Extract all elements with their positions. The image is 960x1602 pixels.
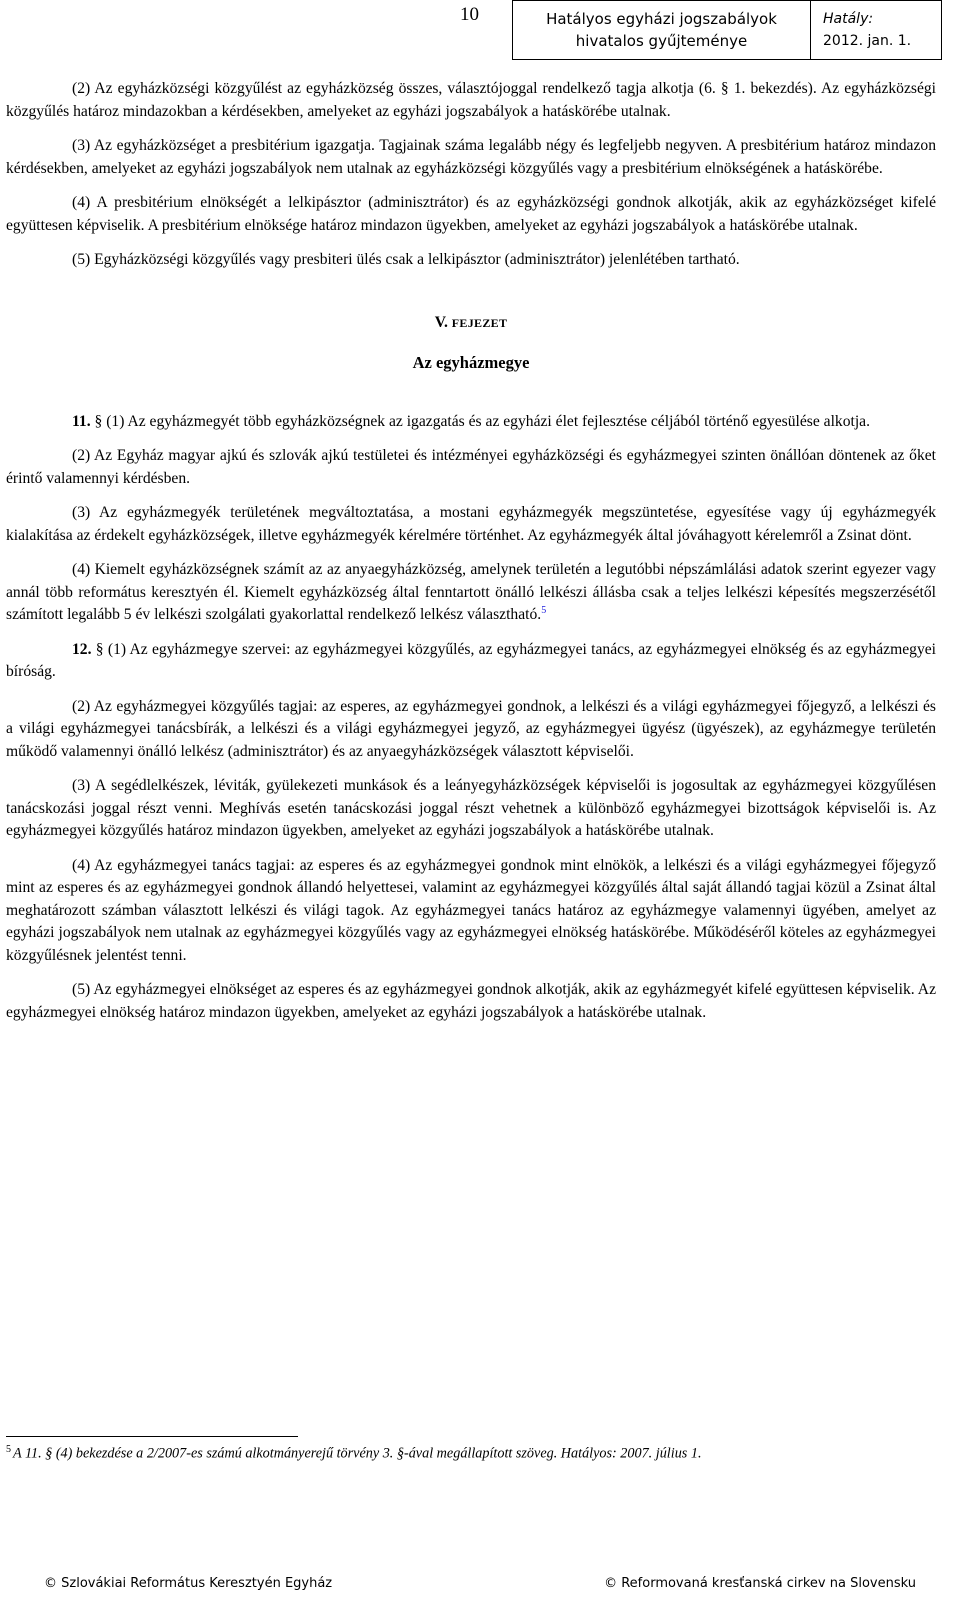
footnote-number: 5 bbox=[6, 1444, 11, 1455]
chapter-heading bbox=[6, 312, 936, 335]
paragraph: (2) Az egyházközségi közgyűlést az egyházközség összes, választójoggal rendelkező tagja alkotja (6. § 1. bekezdés). Az egyházközségi közgyűlés határoz mindazokban a kérdésekben, amelyeket az egyházi jogszabályok a hatáskörébe utalnak. bbox=[6, 80, 936, 120]
section-number: 11. bbox=[72, 412, 91, 430]
section-text: § (1) Az egyházmegyét több egyházközségnek az igazgatás és az egyházi élet fejlesztése céljából történő egyesülése alkotja. bbox=[94, 412, 870, 430]
page-number: 10 bbox=[460, 4, 479, 25]
paragraph bbox=[6, 559, 936, 627]
chapter-title: Az egyházmegye bbox=[412, 353, 530, 372]
footer-right: © Reformovaná kresťanská cirkev na Slovensku bbox=[604, 1576, 916, 1591]
header-title-line2: hivatalos gyűjteménye bbox=[575, 32, 748, 50]
paragraph: (3) A segédlelkészek, léviták, gyülekezeti munkások és a leányegyházközségek képviselői is jogosultak az egyházmegyei közgyűlésen tanácskozási joggal részt venni. Meghívás esetén tanácskozási joggal részt vehetnek a különböző egyházmegyei bizottságok képviselői is. Az egyházmegyei közgyűlés határoz mindazon ügyekben, amelyeket az egyházi jogszabályok a hatáskörébe utalnak. bbox=[6, 777, 936, 839]
running-header bbox=[512, 0, 942, 60]
footnote-text: A 11. § (4) bekezdése a 2/2007-es számú alkotmányerejű törvény 3. §-ával megállapított szöveg. Hatályos: 2007. július 1. bbox=[13, 1445, 702, 1462]
body-text bbox=[6, 78, 936, 1036]
footnote bbox=[6, 1444, 702, 1463]
footnote-divider bbox=[6, 1436, 298, 1437]
header-title-line1: Hatályos egyházi jogszabályok bbox=[546, 10, 777, 28]
paragraph: (5) Egyházközségi közgyűlés vagy presbiteri ülés csak a lelkipásztor (adminisztrátor) jelenlétében tartható. bbox=[72, 251, 740, 268]
chapter-word: FEJEZET bbox=[451, 315, 508, 330]
paragraph: (2) Az egyházmegyei közgyűlés tagjai: az esperes, az egyházmegyei gondnok, a lelkészi és a világi egyházmegyei főjegyző, a lelkészi és a világi egyházmegyei tanácsbírák, a lelkészi és a világi egyházmegyei jegyző, az egyházmegyei ügyész (ügyészek), az egyházmegye területén működő valamennyi önálló lelkész (adminisztrátor) és az anyaegyházközségek választott képviselői. bbox=[6, 697, 936, 760]
section-text: § (1) Az egyházmegye szervei: az egyházmegyei közgyűlés, az egyházmegyei tanács, az egyházmegyei elnökség és az egyházmegyei bíróság. bbox=[6, 640, 936, 680]
section-number: 12. bbox=[72, 640, 92, 658]
paragraph: (4) Az egyházmegyei tanács tagjai: az esperes és az egyházmegyei gondnok mint elnökök, a lelkészi és a világi egyházmegyei főjegyző mint az esperes és az egyházmegyei gondnok állandó helyettesei, valamint az egyházmegyei közgyűlés által saját állandó tagjai közül a Zsinat által meghatározott számban választott lelkészi és világi tagok. Az egyházmegyei tanács határoz az egyházmegye valamennyi ügyében, amelyet az egyházi jogszabályok nem utalnak az egyházmegyei közgyűlés vagy az egyházmegyei elnökség hatáskörébe. Működéséről köteles az egyházmegyei közgyűlésnek jelentést tenni. bbox=[6, 856, 936, 964]
paragraph: (5) Az egyházmegyei elnökséget az esperes és az egyházmegyei gondnok alkotják, akik az egyházmegyét kifelé együttesen képviselik. Az egyházmegyei elnökség határoz mindazon ügyekben, amelyeket az egyházi jogszabályok a hatáskörébe utalnak. bbox=[6, 981, 936, 1021]
effective-date: 2012. jan. 1. bbox=[823, 33, 912, 49]
section-paragraph bbox=[6, 639, 936, 684]
effective-label: Hatály: bbox=[823, 11, 874, 27]
footnote-reference[interactable]: 5 bbox=[541, 604, 547, 616]
paragraph: (3) Az egyházközséget a presbitérium igazgatja. Tagjainak száma legalább négy és legfeljebb negyven. A presbitérium határoz mindazon kérdésekben, amelyeket az egyházi jogszabályok nem utalnak az egyházközségi közgyűlés vagy a presbitérium elnökségének a hatáskörébe. bbox=[6, 137, 936, 177]
section-paragraph bbox=[6, 411, 936, 434]
paragraph: (2) Az Egyház magyar ajkú és szlovák ajkú testületei és intézményei egyházközségi és egyházmegyei szinten önállóan döntenek az őket érintő valamennyi kérdésben. bbox=[6, 447, 936, 487]
paragraph: (3) Az egyházmegyék területének megváltoztatása, a mostani egyházmegyék megszüntetése, egyesítése vagy új egyházmegyék kialakítása az érdekelt egyházközségek, illetve egyházmegyék kérelmére történhet. Az egyházmegyék által jóváhagyott kérelemről a Zsinat dönt. bbox=[6, 504, 936, 544]
paragraph: (4) A presbitérium elnökségét a lelkipásztor (adminisztrátor) és az egyházközségi gondnok alkotják, akik az egyházközséget kifelé együttesen képviselik. A presbitérium elnöksége határoz mindazon ügyekben, amelyeket az egyházi jogszabályok a hatáskörébe utalnak. bbox=[6, 194, 936, 234]
chapter-number: V. bbox=[434, 313, 448, 331]
header-title bbox=[513, 1, 811, 59]
paragraph-text: (4) Kiemelt egyházközségnek számít az az anyaegyházközség, amelynek területén a legutóbbi népszámlálási adatok szerint egyezer vagy annál több református keresztyén él. Kiemelt egyházközség által fenntartott önálló lelkészi állásba csak a teljes lelkészi képesítés megszerzésétől számított legalább 5 év lelkészi szolgálati gyakorlattal rendelkező lelkész választható. bbox=[6, 561, 936, 623]
footer-left: © Szlovákiai Református Keresztyén Egyház bbox=[44, 1576, 333, 1591]
header-effective bbox=[811, 1, 941, 59]
